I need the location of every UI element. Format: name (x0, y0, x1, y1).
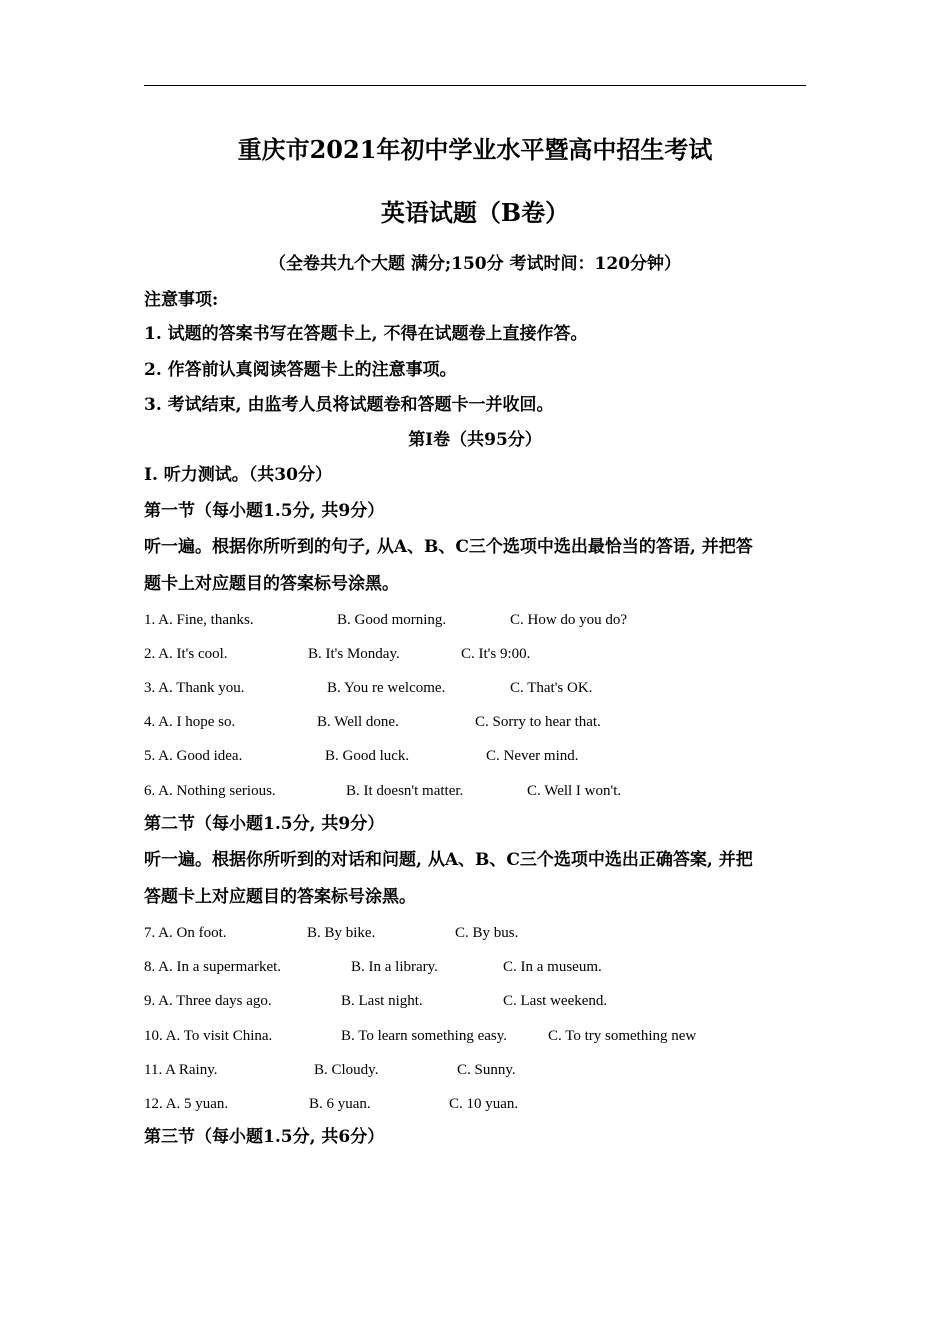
option-a: 2. A. It's cool. (144, 646, 228, 662)
option-a: 8. A. In a supermarket. (144, 959, 282, 975)
option-c: C. Sunny. (457, 1062, 516, 1078)
option-b: B. Cloudy. (314, 1062, 379, 1078)
option-b: B. It doesn't matter. (346, 783, 464, 799)
option-a: 11. A Rainy. (144, 1062, 218, 1078)
option-b: B. You re welcome. (327, 680, 446, 696)
option-b: B. Well done. (317, 714, 399, 730)
option-c: C. Never mind. (486, 748, 579, 764)
option-c: C. 10 yuan. (449, 1096, 519, 1112)
exam-title: 重庆市2021年初中学业水平暨高中招生考试 (237, 135, 713, 164)
header-rule (144, 85, 806, 86)
option-c: C. That's OK. (510, 680, 593, 696)
part1-heading: I. 听力测试。（共30分） (144, 465, 332, 485)
section3-heading: 第三节（每小题1.5分, 共6分） (144, 1127, 385, 1147)
option-b: B. To learn something easy. (341, 1028, 508, 1044)
notes-heading: 注意事项: (144, 290, 219, 310)
option-a: 5. A. Good idea. (144, 748, 243, 764)
option-c: C. By bus. (455, 925, 519, 941)
option-a: 12. A. 5 yuan. (144, 1096, 229, 1112)
option-c: C. To try something new (548, 1028, 697, 1044)
volume-heading: 第I卷（共95分） (408, 430, 542, 450)
section1-instruction-line2: 题卡上对应题目的答案标号涂黑。 (144, 574, 399, 594)
note-item-1: 1. 试题的答案书写在答题卡上, 不得在试题卷上直接作答。 (144, 324, 588, 344)
option-c: C. In a museum. (503, 959, 602, 975)
section2-instruction-line1: 听一遍。根据你所听到的对话和问题, 从A、B、C三个选项中选出正确答案, 并把 (144, 850, 753, 870)
option-b: B. Good luck. (325, 748, 410, 764)
section2-heading: 第二节（每小题1.5分, 共9分） (144, 814, 385, 834)
section1-heading: 第一节（每小题1.5分, 共9分） (144, 501, 385, 521)
option-a: 4. A. I hope so. (144, 714, 236, 730)
section1-instruction-line1: 听一遍。根据你所听到的句子, 从A、B、C三个选项中选出最恰当的答语, 并把答 (144, 537, 753, 557)
option-a: 1. A. Fine, thanks. (144, 612, 254, 628)
option-a: 10. A. To visit China. (144, 1028, 273, 1044)
exam-subtitle: 英语试题（B卷） (380, 198, 570, 227)
note-item-3: 3. 考试结束, 由监考人员将试题卷和答题卡一并收回。 (144, 395, 554, 415)
note-item-2: 2. 作答前认真阅读答题卡上的注意事项。 (144, 360, 457, 380)
option-c: C. It's 9:00. (461, 646, 531, 662)
option-c: C. Well I won't. (527, 783, 622, 799)
option-c: C. Last weekend. (503, 993, 608, 1009)
option-a: 7. A. On foot. (144, 925, 227, 941)
option-c: C. Sorry to hear that. (475, 714, 601, 730)
option-a: 6. A. Nothing serious. (144, 783, 276, 799)
section2-instruction-line2: 答题卡上对应题目的答案标号涂黑。 (144, 887, 416, 907)
option-b: B. Good morning. (337, 612, 447, 628)
option-b: B. In a library. (351, 959, 438, 975)
option-b: B. 6 yuan. (309, 1096, 371, 1112)
exam-info: （全卷共九个大题 满分;150分 考试时间：120分钟） (268, 254, 682, 274)
option-a: 3. A. Thank you. (144, 680, 245, 696)
option-c: C. How do you do? (510, 612, 628, 628)
option-b: B. Last night. (341, 993, 423, 1009)
option-b: B. It's Monday. (308, 646, 400, 662)
option-b: B. By bike. (307, 925, 376, 941)
option-a: 9. A. Three days ago. (144, 993, 272, 1009)
